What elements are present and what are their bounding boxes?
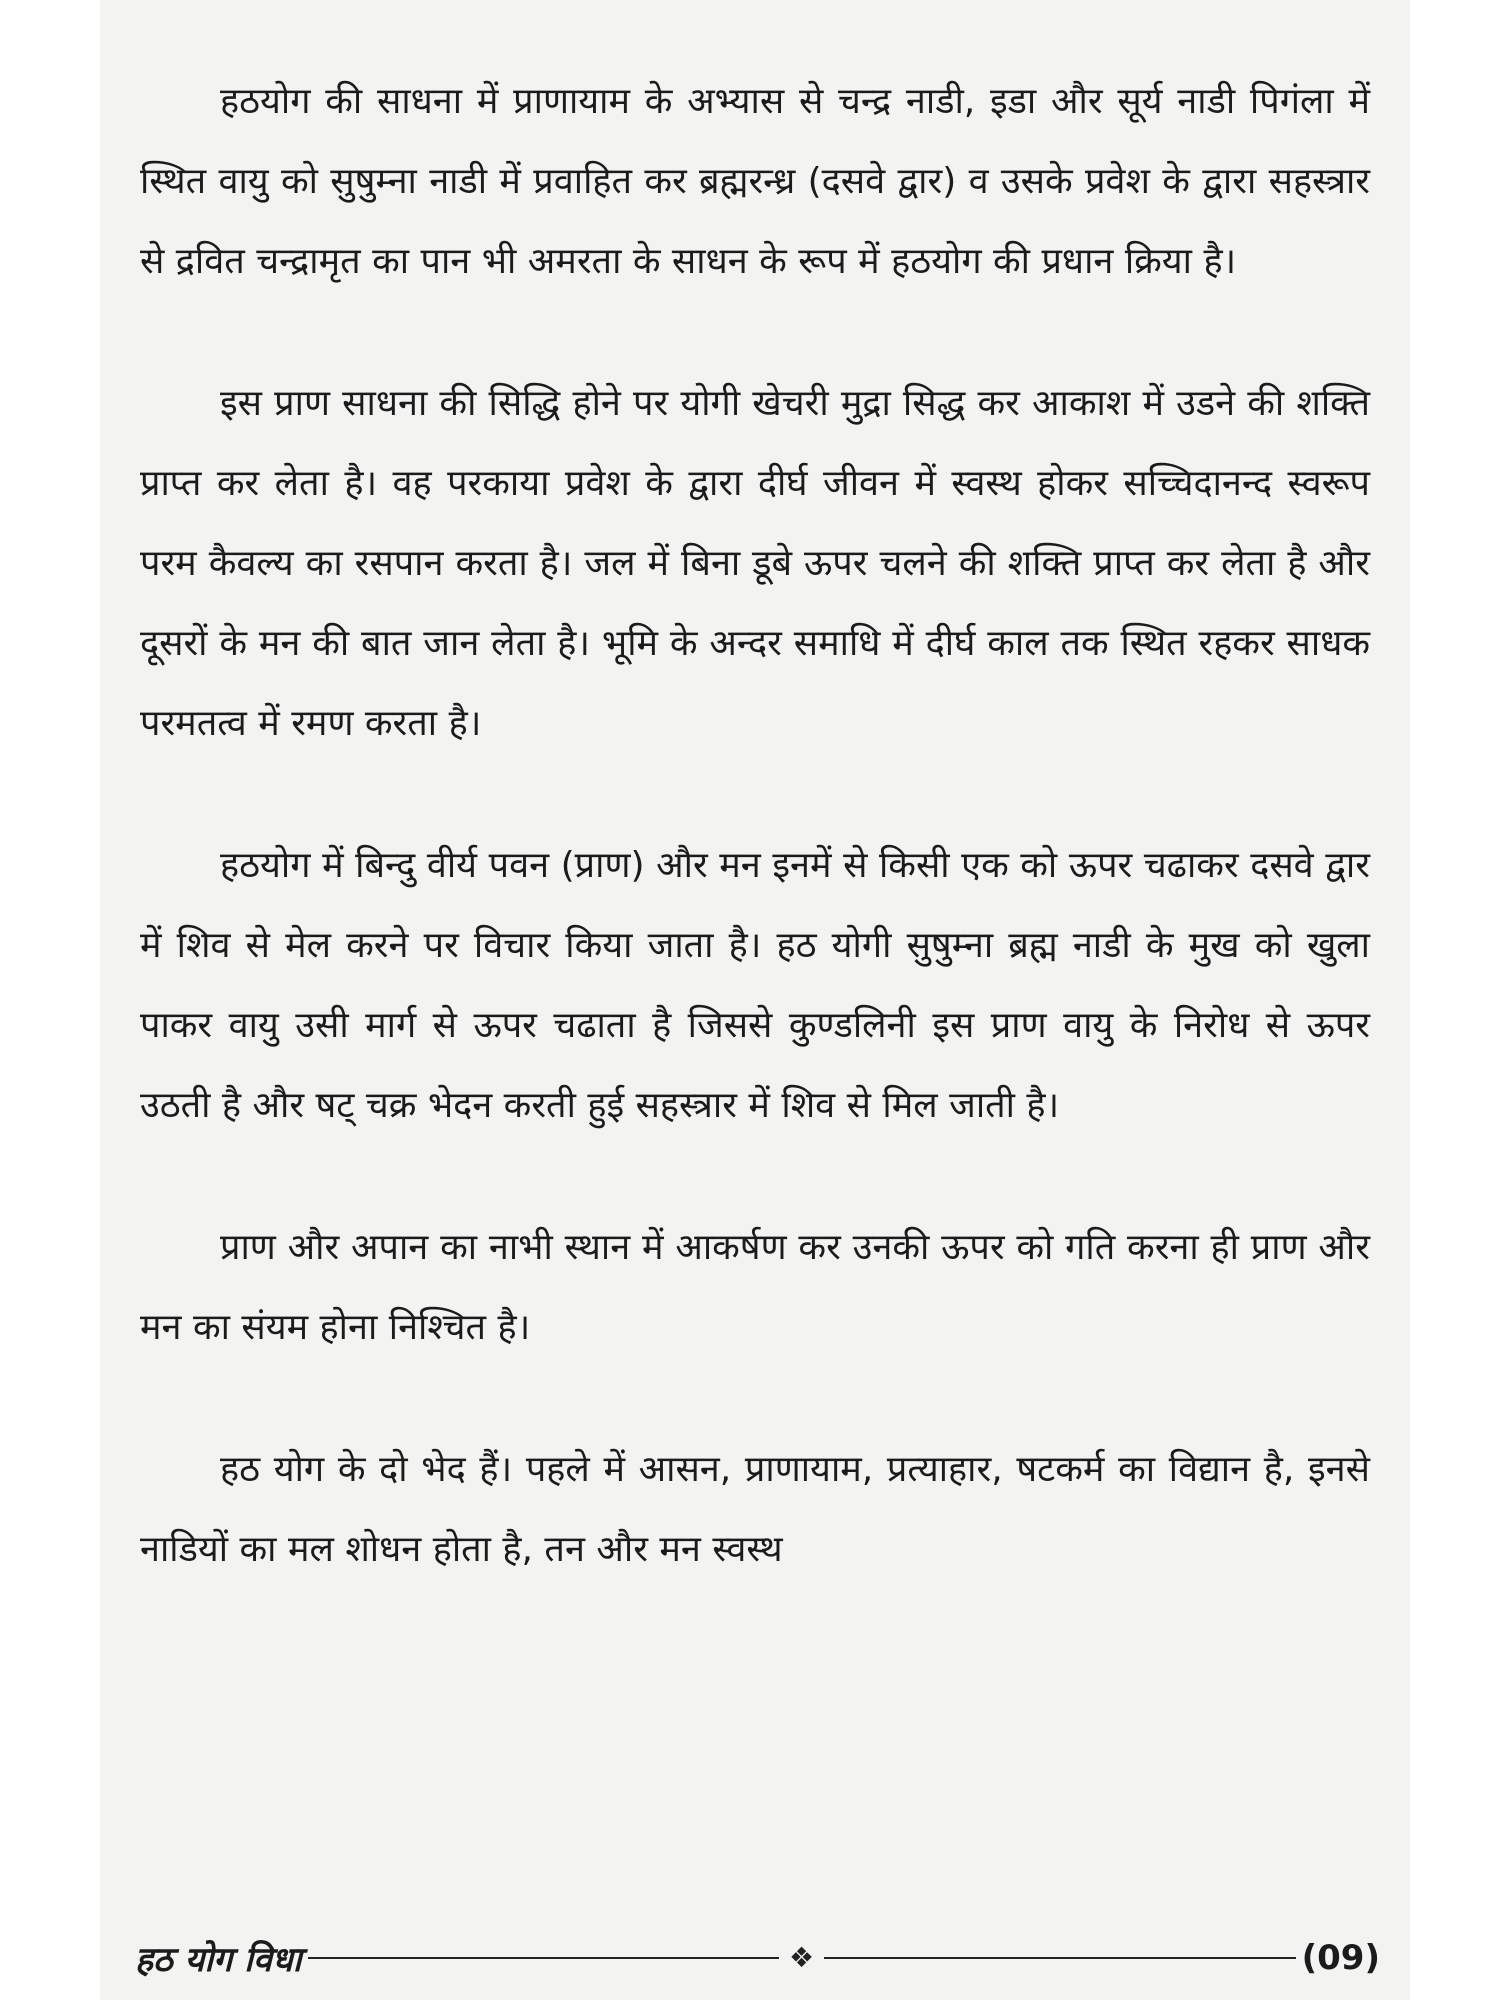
paragraph-1: हठयोग की साधना में प्राणायाम के अभ्यास से चन्द्र नाडी, इडा और सूर्य नाडी पिगंला में स्थित वायु को सुषुम्ना नाडी में प्रवाहित कर ब्रह्मरन्ध्र (दसवे द्वार) व उसके प्रवेश के द्वारा सहस्त्रार से द्रवित चन्द्रामृत का पान भी अमरता के साधन के रूप में हठयोग की प्रधान क्रिया है। [140, 81, 1370, 282]
paragraph-4: प्राण और अपान का नाभी स्थान में आकर्षण कर उनकी ऊपर को गति करना ही प्राण और मन का संयम होना निश्चित है। [140, 1227, 1370, 1348]
footer-rule-right [824, 1957, 1295, 1959]
page-number: (09) [1301, 1938, 1380, 1978]
body-text [140, 62, 1370, 1652]
paragraph-5: हठ योग के दो भेद हैं। पहले में आसन, प्राणायाम, प्रत्याहार, षटकर्म का विद्यान है, इनसे नाडियों का मल शोधन होता है, तन और मन स्वस्थ [140, 1449, 1370, 1570]
paragraph-3: हठयोग में बिन्दु वीर्य पवन (प्राण) और मन इनमें से किसी एक को ऊपर चढाकर दसवे द्वार में शिव से मेल करने पर विचार किया जाता है। हठ योगी सुषुम्ना ब्रह्म नाडी के मुख को खुला पाकर वायु उसी मार्ग से ऊपर चढाता है जिससे कुण्डलिनी इस प्राण वायु के निरोध से ऊपर उठती है और षट् चक्र भेदन करती हुई सहस्त्रार में शिव से मिल जाती है। [140, 845, 1370, 1126]
book-page [100, 0, 1410, 2000]
page-footer [135, 1928, 1380, 1988]
book-title: हठ योग विधा [135, 1940, 302, 1980]
ornament-icon: ❖ [789, 1941, 815, 1974]
footer-rule-left [308, 1957, 779, 1959]
paragraph-2: इस प्राण साधना की सिद्धि होने पर योगी खेचरी मुद्रा सिद्ध कर आकाश में उडने की शक्ति प्राप्त कर लेता है। वह परकाया प्रवेश के द्वारा दीर्घ जीवन में स्वस्थ होकर सच्चिदानन्द स्वरूप परम कैवल्य का रसपान करता है। जल में बिना डूबे ऊपर चलने की शक्ति प्राप्त कर लेता है और दूसरों के मन की बात जान लेता है। भूमि के अन्दर समाधि में दीर्घ काल तक स्थित रहकर साधक परमतत्व में रमण करता है। [140, 383, 1370, 744]
